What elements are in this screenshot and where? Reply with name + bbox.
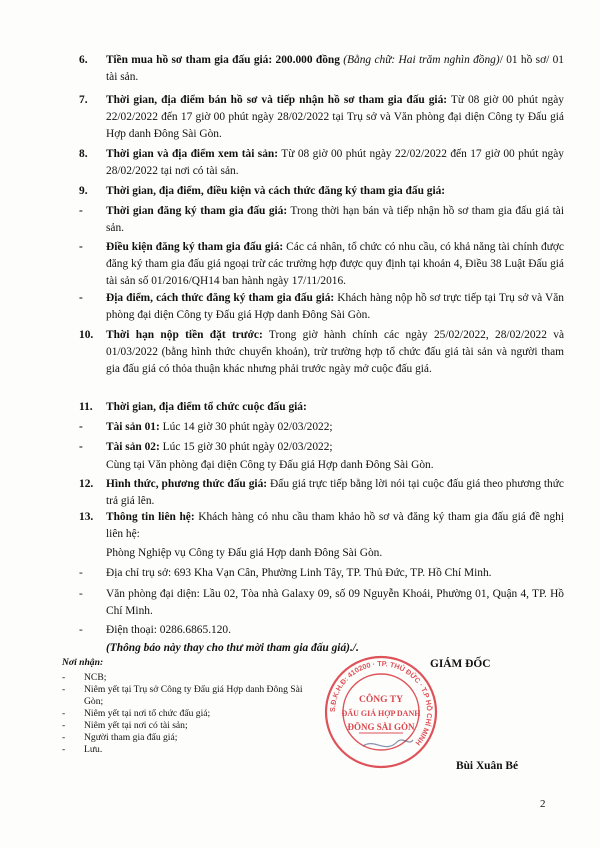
signer-name: Bùi Xuân Bé — [456, 760, 519, 772]
item-6-title: Tiền mua hồ sơ tham gia đấu giá: — [106, 54, 273, 66]
item-number: 10. — [79, 329, 94, 341]
item-number: 7. — [79, 94, 88, 106]
item-7-text — [106, 92, 564, 143]
dash-marker: - — [79, 292, 83, 304]
dash-marker: - — [79, 567, 83, 579]
seal-line-3: ĐÔNG SÀI GÒN — [347, 722, 415, 732]
item-number: 12. — [79, 478, 94, 490]
contact-department: Phòng Nghiệp vụ Công ty Đấu giá Hợp danh Đông Sài Gòn. — [106, 547, 383, 559]
list-item: - Người tham gia đấu giá; — [62, 732, 178, 743]
list-item: - Niêm yết tại Trụ sở Công ty Đấu giá Hợp danh Đông Sài Gòn; — [62, 684, 303, 707]
item-6-text — [106, 52, 564, 86]
item-number: 8. — [79, 148, 88, 160]
item-12-title: Hình thức, phương thức đấu giá: — [106, 478, 268, 490]
item-number: 9. — [79, 185, 88, 197]
contact-headquarters: Địa chỉ trụ sở: 693 Kha Vạn Cân, Phường Linh Tây, TP. Thủ Đức, TP. Hồ Chí Minh. — [106, 567, 492, 579]
dash-marker: - — [79, 441, 83, 453]
item-number: 13. — [79, 511, 94, 523]
contact-phone: Điện thoại: 0286.6865.120. — [106, 624, 231, 636]
dash-marker: - — [79, 624, 83, 636]
seal-line-2: ĐẤU GIÁ HỢP DANH — [341, 709, 421, 718]
signature-stroke — [363, 740, 413, 747]
item-11-asset-1: Tài sản 01: Lúc 14 giờ 30 phút ngày 02/03/2022; — [106, 421, 333, 433]
dash-marker: - — [79, 241, 83, 253]
item-11-asset-2: Tài sản 02: Lúc 15 giờ 30 phút ngày 02/03/2022; — [106, 441, 333, 453]
item-10-title: Thời hạn nộp tiền đặt trước: — [106, 329, 263, 341]
company-seal — [323, 654, 439, 770]
item-6-value: 200.000 đồng — [272, 54, 340, 66]
dash-marker: - — [79, 421, 83, 433]
notice-line: (Thông báo này thay cho thư mời tham gia đấu giá)./. — [106, 642, 359, 654]
item-10-text — [106, 327, 564, 378]
recipients-list — [62, 672, 312, 756]
item-13-text — [106, 509, 564, 543]
director-title: GIÁM ĐỐC — [430, 658, 491, 670]
contact-representative-office: Văn phòng đại diện: Lầu 02, Tòa nhà Galaxy 09, số 09 Nguyễn Khoái, Phường 01, Quận 4, TP. Hồ Chí Minh. — [106, 588, 564, 617]
item-13-title: Thông tin liên hệ: — [106, 511, 195, 523]
seal-line-1: CÔNG TY — [359, 695, 403, 705]
page-number: 2 — [540, 798, 546, 810]
item-9-sub-conditions: Điều kiện đăng ký tham gia đấu giá: Các cá nhân, tổ chức có nhu cầu, có khả năng tài chính được đăng ký tham gia đấu giá ngoại trừ các trường hợp được quy định tại khoản 4, Điều 38 Luật Đấu giá tài sản số 01/2016/QH14 ban hành ngày 17/11/2016. — [106, 241, 564, 287]
item-6-tail: / 01 hồ sơ/ 01 tài sản. — [106, 54, 564, 83]
item-12-body: Đấu giá trực tiếp bằng lời nói tại cuộc đấu giá theo phương thức trả giá lên. — [106, 478, 564, 507]
item-7-title: Thời gian, địa điểm bán hồ sơ và tiếp nhận hồ sơ tham gia đấu giá: — [106, 94, 448, 106]
dash-marker: - — [79, 588, 83, 600]
list-item: - Niêm yết tại nơi tổ chức đấu giá; — [62, 708, 211, 719]
item-11-title: Thời gian, địa điểm tổ chức cuộc đấu giá: — [106, 401, 307, 413]
item-number: 6. — [79, 54, 88, 66]
list-item: - NCB; — [62, 672, 107, 683]
list-item: - Niêm yết tại nơi có tài sản; — [62, 720, 188, 731]
list-item: - Lưu. — [62, 744, 103, 755]
item-9-sub-registration-time: Thời gian đăng ký tham gia đấu giá: Trong thời hạn bán và tiếp nhận hồ sơ tham gia đấu giá tài sản. — [106, 205, 564, 234]
item-10-body: Trong giờ hành chính các ngày 25/02/2022, 28/02/2022 và 01/03/2022 (bằng hình thức chuyển khoản), trừ trường hợp tổ chức đấu giá tài sản và người tham gia đấu giá có thỏa thuận khác nhưng phải trước ngày mở cuộc đấu giá. — [106, 329, 564, 375]
item-12-text — [106, 476, 564, 510]
seal-ring-text: S.Đ.K.H.Đ: 410200 · TP. THỦ ĐỨC · T.P HỒ CHÍ MINH — [327, 658, 435, 748]
item-8-text — [106, 146, 564, 180]
item-8-title: Thời gian và địa điểm xem tài sản: — [106, 148, 279, 160]
item-13-body: Khách hàng có nhu cầu tham khảo hồ sơ và đăng ký tham gia đấu giá đề nghị liên hệ: — [106, 511, 565, 540]
item-9-sub-location-method: Địa điểm, cách thức đăng ký tham gia đấu giá: Khách hàng nộp hồ sơ trực tiếp tại Trụ sở và Văn phòng đại diện Công ty Đấu giá Hợp danh Đông Sài Gòn. — [106, 292, 564, 321]
item-9-title: Thời gian, địa điểm, điều kiện và cách thức đăng ký tham gia đấu giá: — [106, 185, 446, 197]
item-11-place: Cùng tại Văn phòng đại diện Công ty Đấu giá Hợp danh Đông Sài Gòn. — [106, 459, 434, 471]
item-6-note: (Bằng chữ: Hai trăm nghìn đồng) — [339, 54, 500, 66]
item-8-body: Từ 08 giờ 00 phút ngày 22/02/2022 đến 17 giờ 00 phút ngày 28/02/2022 tại nơi có tài sản. — [106, 148, 564, 177]
item-number: 11. — [79, 401, 93, 413]
item-7-body: Từ 08 giờ 00 phút ngày 22/02/2022 đến 17 giờ 00 phút ngày 28/02/2022 tại Trụ sở và Văn phòng đại diện Công ty Đấu giá Hợp danh Đông Sài Gòn. — [106, 94, 564, 140]
dash-marker: - — [79, 205, 83, 217]
recipients-title: Nơi nhận: — [62, 657, 104, 668]
